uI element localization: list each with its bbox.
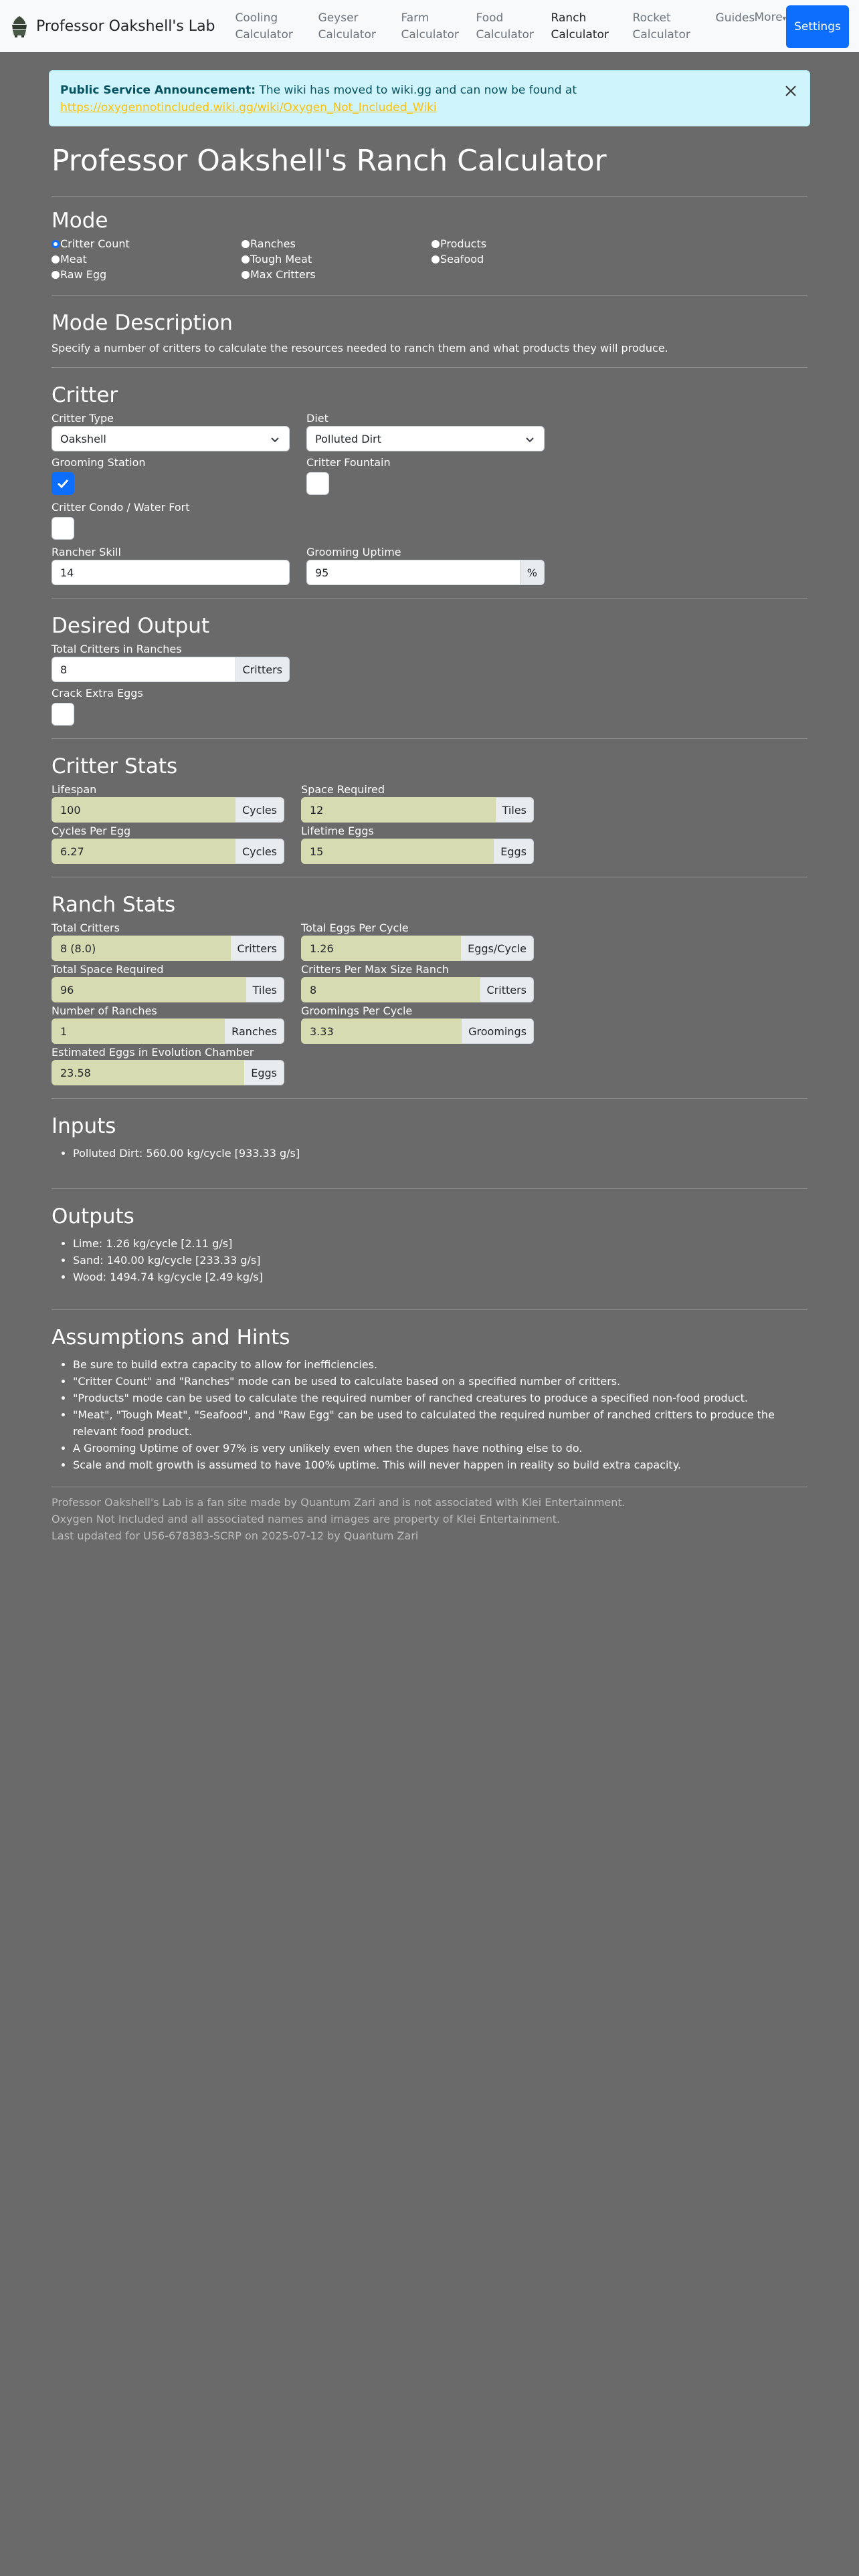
critters-addon: Critters (480, 977, 535, 1002)
cycles-addon: Cycles (235, 797, 284, 823)
oakshell-logo-icon (9, 15, 29, 37)
assumptions-list (52, 1356, 807, 1473)
caret-down-icon: ▾ (782, 14, 787, 23)
footer-line: Last updated for U56-678383-SCRP on 2025-07-12 by Quantum Zari (52, 1529, 419, 1542)
radio-meat[interactable] (52, 252, 242, 267)
critter-heading: Critter (52, 383, 118, 407)
list-item: • Sand: 140.00 kg/cycle [233.33 g/s] (73, 1252, 807, 1269)
nav-link-line2: Calculator (632, 28, 690, 41)
radio-tough-meat[interactable] (242, 252, 432, 267)
radio-label: Raw Egg (60, 268, 107, 281)
space-required-value: 12 (301, 797, 496, 823)
radio-raw-egg[interactable] (52, 267, 242, 282)
tiles-addon: Tiles (246, 977, 284, 1002)
lifetime-eggs-group (301, 839, 534, 864)
total-critters-label: Total Critters in Ranches (52, 643, 182, 655)
groomings-addon: Groomings (462, 1018, 534, 1044)
wiki-link[interactable]: https://oxygennotincluded.wiki.gg/wiki/Oxygen_Not_Included_Wiki (60, 101, 437, 114)
calculator-content (50, 140, 809, 1544)
nav-link-line1: Cooling (235, 11, 278, 25)
groomings-per-cycle-label: Groomings Per Cycle (301, 1004, 413, 1017)
radio-icon (432, 255, 440, 263)
lifetime-eggs-label: Lifetime Eggs (301, 825, 374, 837)
groomings-per-cycle-value: 3.33 (301, 1018, 462, 1044)
lifespan-label: Lifespan (52, 783, 97, 796)
critter-condo-label: Critter Condo / Water Fort (52, 501, 190, 514)
radio-icon (52, 271, 60, 279)
nav-link-line1: Farm (401, 11, 430, 25)
evolution-eggs-value: 23.58 (52, 1060, 244, 1085)
cycles-per-egg-value: 6.27 (52, 839, 235, 864)
nav-link-line2: Calculator (551, 28, 609, 41)
main-container (50, 52, 809, 1544)
critter-type-select[interactable] (52, 426, 290, 451)
nav-link-line2: Calculator (401, 28, 459, 41)
brand-link[interactable] (9, 15, 215, 37)
radio-label: Products (440, 237, 487, 250)
radio-icon (242, 255, 250, 263)
radio-critter-count[interactable] (52, 237, 242, 251)
number-of-ranches-label: Number of Ranches (52, 1004, 157, 1017)
total-eggs-per-cycle-group (301, 936, 534, 961)
ranches-addon: Ranches (225, 1018, 284, 1044)
diet-value: Polluted Dirt (315, 432, 381, 445)
total-eggs-per-cycle-label: Total Eggs Per Cycle (301, 922, 409, 934)
nav-link-line2: Calculator (318, 28, 376, 41)
grooming-station-label: Grooming Station (52, 456, 146, 469)
radio-label: Tough Meat (250, 253, 312, 265)
divider (52, 367, 807, 368)
mode-radio-group (52, 237, 807, 282)
divider (52, 1309, 807, 1310)
lifespan-value: 100 (52, 797, 235, 823)
cycles-per-egg-label: Cycles Per Egg (52, 825, 131, 837)
critter-stats-heading: Critter Stats (52, 754, 178, 778)
list-item: • Lime: 1.26 kg/cycle [2.11 g/s] (73, 1235, 807, 1252)
alert-title: Public Service Announcement: (60, 84, 256, 97)
cycles-per-egg-group (52, 839, 284, 864)
list-item: • Scale and molt growth is assumed to have 100% uptime. This will never happen in reality so build extra capacity. (73, 1457, 807, 1473)
nav-guides[interactable]: Guides (715, 11, 755, 25)
space-required-group (301, 797, 534, 823)
footer (52, 1494, 807, 1544)
divider (52, 598, 807, 599)
crack-eggs-checkbox[interactable] (52, 703, 74, 726)
radio-label: Ranches (250, 237, 296, 250)
groomings-per-cycle-group (301, 1018, 534, 1044)
radio-seafood[interactable] (432, 252, 622, 267)
eggs-addon: Eggs (244, 1060, 284, 1085)
footer-line: Oxygen Not Included and all associated names and images are property of Klei Entertainment. (52, 1513, 561, 1525)
list-item: • "Products" mode can be used to calculate the required number of ranched creatures to produce a specified non-food product. (73, 1390, 807, 1406)
critters-per-ranch-group (301, 977, 534, 1002)
assumptions-heading: Assumptions and Hints (52, 1325, 290, 1350)
lifetime-eggs-value: 15 (301, 839, 494, 864)
navbar (0, 0, 859, 52)
list-item: • "Critter Count" and "Ranches" mode can be used to calculate based on a specified number of critters. (73, 1373, 807, 1390)
diet-select[interactable] (306, 426, 545, 451)
list-item: • Polluted Dirt: 560.00 kg/cycle [933.33 g/s] (73, 1145, 807, 1162)
grooming-uptime-label: Grooming Uptime (306, 546, 401, 558)
announcement-alert (49, 70, 810, 126)
total-critters-group (52, 657, 290, 682)
radio-icon (52, 255, 60, 263)
total-critters-stat-group (52, 936, 284, 961)
divider (52, 295, 807, 296)
nav-cooling-calculator[interactable] (235, 9, 318, 43)
critter-type-value: Oakshell (60, 432, 106, 445)
total-eggs-per-cycle-value: 1.26 (301, 936, 461, 961)
radio-max-critters[interactable] (242, 267, 432, 282)
critter-type-label: Critter Type (52, 412, 114, 425)
critters-per-ranch-value: 8 (301, 977, 480, 1002)
close-icon[interactable] (783, 83, 799, 99)
grooming-station-checkbox[interactable] (52, 472, 74, 495)
divider (52, 1098, 807, 1099)
diet-label: Diet (306, 412, 328, 425)
rancher-skill-label: Rancher Skill (52, 546, 121, 558)
list-item: • "Meat", "Tough Meat", "Seafood", and "Raw Egg" can be used to calculated the required number of ranched critters to produce the relevant food product. (73, 1406, 807, 1440)
critter-condo-checkbox[interactable] (52, 517, 74, 540)
evolution-eggs-label: Estimated Eggs in Evolution Chamber (52, 1046, 254, 1059)
space-required-label: Space Required (301, 783, 385, 796)
critters-addon: Critters (236, 657, 290, 682)
alert-text: The wiki has moved to wiki.gg and can now be found at (256, 84, 577, 97)
page-title: Professor Oakshell's Ranch Calculator (52, 144, 607, 178)
grooming-uptime-group (306, 560, 545, 585)
outputs-heading: Outputs (52, 1204, 134, 1228)
nav-link-line2: Calculator (476, 28, 534, 41)
number-of-ranches-group (52, 1018, 284, 1044)
divider (52, 196, 807, 197)
radio-label: Max Critters (250, 268, 316, 281)
mode-description-heading: Mode Description (52, 311, 233, 335)
lifespan-group (52, 797, 284, 823)
critter-fountain-label: Critter Fountain (306, 456, 391, 469)
checkmark-icon (56, 477, 70, 490)
number-of-ranches-value: 1 (52, 1018, 225, 1044)
ranch-stats-heading: Ranch Stats (52, 893, 176, 917)
radio-products[interactable] (432, 237, 622, 251)
radio-label: Seafood (440, 253, 484, 265)
nav-food-calculator[interactable] (476, 9, 551, 43)
divider (52, 738, 807, 739)
radio-ranches[interactable] (242, 237, 432, 251)
list-item: • Wood: 1494.74 kg/cycle [2.49 kg/s] (73, 1269, 807, 1285)
radio-icon (432, 240, 440, 248)
settings-button[interactable]: Settings (786, 5, 849, 48)
nav-link-line1: Geyser (318, 11, 359, 25)
total-critters-stat-value: 8 (8.0) (52, 936, 231, 961)
total-critters-stat-label: Total Critters (52, 922, 120, 934)
brand-title: Professor Oakshell's Lab (36, 17, 215, 35)
chevron-down-icon (525, 435, 535, 444)
nav-link-line1: Rocket (632, 11, 671, 25)
nav-geyser-calculator[interactable] (318, 9, 401, 43)
evolution-eggs-group (52, 1060, 284, 1085)
critters-per-ranch-label: Critters Per Max Size Ranch (301, 963, 449, 976)
chevron-down-icon (270, 435, 280, 444)
eggs-addon: Eggs (494, 839, 534, 864)
total-space-group (52, 977, 284, 1002)
mode-description-text: Specify a number of critters to calculate the resources needed to ranch them and what products they will produce. (52, 342, 668, 354)
radio-label: Meat (60, 253, 87, 265)
percent-addon: % (520, 560, 545, 585)
total-space-value: 96 (52, 977, 246, 1002)
outputs-list (52, 1235, 807, 1285)
total-critters-input[interactable]: 8 (52, 657, 236, 682)
nav-link-line2: Calculator (235, 28, 293, 41)
desired-output-heading: Desired Output (52, 614, 210, 638)
mode-heading: Mode (52, 209, 108, 233)
nav-farm-calculator[interactable] (401, 9, 476, 43)
divider (52, 1188, 807, 1189)
nav-link-line1: Food (476, 11, 504, 25)
eggs-per-cycle-addon: Eggs/Cycle (461, 936, 534, 961)
inputs-heading: Inputs (52, 1114, 116, 1138)
nav-rocket-calculator[interactable] (633, 9, 716, 43)
radio-icon (242, 271, 250, 279)
footer-line: Professor Oakshell's Lab is a fan site made by Quantum Zari and is not associated with Klei Entertainment. (52, 1496, 626, 1509)
list-item: • A Grooming Uptime of over 97% is very unlikely even when the dupes have nothing else to do. (73, 1440, 807, 1457)
nav-links (235, 9, 795, 43)
cycles-addon: Cycles (235, 839, 284, 864)
radio-selected-icon (52, 240, 60, 248)
grooming-uptime-input[interactable]: 95 (306, 560, 520, 585)
inputs-list (52, 1145, 807, 1162)
tiles-addon: Tiles (496, 797, 534, 823)
nav-ranch-calculator[interactable] (551, 9, 633, 43)
nav-link-line1: Ranch (551, 11, 587, 25)
nav-more-label: More (754, 11, 783, 24)
rancher-skill-input[interactable]: 14 (52, 560, 290, 585)
list-item: • Be sure to build extra capacity to allow for inefficiencies. (73, 1356, 807, 1373)
radio-label: Critter Count (60, 237, 130, 250)
critters-addon: Critters (231, 936, 285, 961)
total-space-label: Total Space Required (52, 963, 164, 976)
critter-fountain-checkbox[interactable] (306, 472, 329, 495)
radio-icon (242, 240, 250, 248)
crack-eggs-label: Crack Extra Eggs (52, 687, 143, 700)
